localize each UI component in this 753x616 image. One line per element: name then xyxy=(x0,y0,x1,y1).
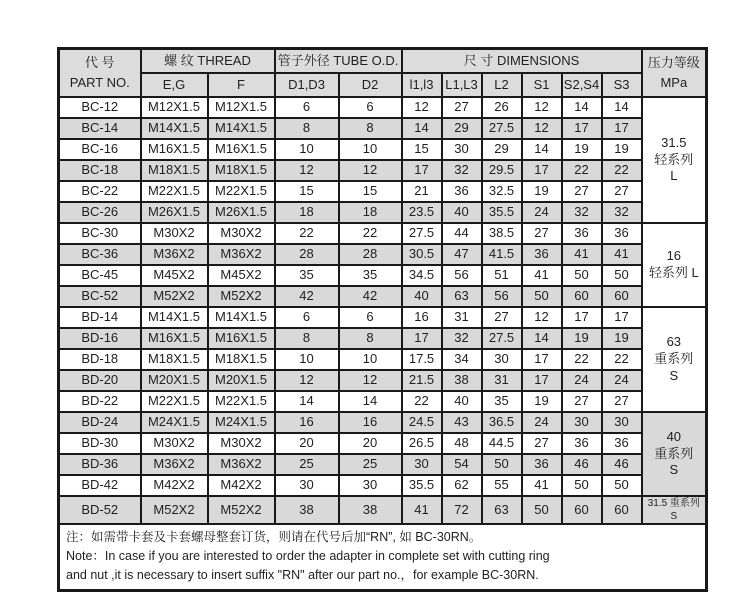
pressure-class-line: S xyxy=(669,462,679,478)
cell-l1l3-cap: 36 xyxy=(442,181,482,202)
cell-l2: 36.5 xyxy=(482,412,522,433)
cell-l2: 27 xyxy=(482,307,522,328)
cell-s3: 27 xyxy=(602,181,642,202)
cell-l1l3: 12 xyxy=(402,97,442,118)
cell-f: M18X1.5 xyxy=(208,160,275,181)
cell-eg: M36X2 xyxy=(141,244,208,265)
cell-d1d3: 10 xyxy=(275,139,339,160)
cell-d2: 42 xyxy=(339,286,402,307)
cell-s2s4: 24 xyxy=(562,370,602,391)
cell-l2: 41.5 xyxy=(482,244,522,265)
table-row xyxy=(59,412,707,433)
cell-d2: 8 xyxy=(339,328,402,349)
cell-s3: 24 xyxy=(602,370,642,391)
cell-l1l3-cap: 56 xyxy=(442,265,482,286)
cell-part-no: BC-12 xyxy=(59,97,141,118)
cell-l1l3: 26.5 xyxy=(402,433,442,454)
cell-f: M14X1.5 xyxy=(208,118,275,139)
cell-part-no: BD-18 xyxy=(59,349,141,370)
pressure-class-line: S xyxy=(669,367,679,383)
table-row xyxy=(59,223,707,244)
cell-eg: M12X1.5 xyxy=(141,97,208,118)
cell-d2: 28 xyxy=(339,244,402,265)
cell-eg: M42X2 xyxy=(141,475,208,496)
note-cell xyxy=(59,524,707,591)
cell-l2: 51 xyxy=(482,265,522,286)
note-line-en-2: and nut ,it is necessary to insert suffix "RN" after our part no.，for example BC-30RN. xyxy=(66,567,539,582)
cell-l2: 38.5 xyxy=(482,223,522,244)
table-row xyxy=(59,307,707,328)
cell-d1d3: 6 xyxy=(275,307,339,328)
cell-l1l3-cap: 72 xyxy=(442,496,482,524)
cell-l1l3: 30 xyxy=(402,454,442,475)
cell-s1: 14 xyxy=(522,139,562,160)
cell-s2s4: 19 xyxy=(562,328,602,349)
cell-s3: 17 xyxy=(602,118,642,139)
cell-d2: 15 xyxy=(339,181,402,202)
cell-part-no: BC-14 xyxy=(59,118,141,139)
cell-s1: 41 xyxy=(522,265,562,286)
cell-d2: 8 xyxy=(339,118,402,139)
table-row xyxy=(59,496,707,524)
table-row xyxy=(59,244,707,265)
cell-s3: 32 xyxy=(602,202,642,223)
col-header-d1d3: D1,D3 xyxy=(275,73,339,97)
cell-l1l3-cap: 54 xyxy=(442,454,482,475)
col-header-l2: L2 xyxy=(482,73,522,97)
table-row xyxy=(59,97,707,118)
cell-s2s4: 27 xyxy=(562,391,602,412)
table-row xyxy=(59,433,707,454)
cell-l1l3: 14 xyxy=(402,118,442,139)
pressure-class-line: 31.5 xyxy=(661,134,687,150)
cell-d1d3: 35 xyxy=(275,265,339,286)
cell-s2s4: 36 xyxy=(562,433,602,454)
cell-l1l3: 17 xyxy=(402,328,442,349)
cell-f: M22X1.5 xyxy=(208,391,275,412)
cell-part-no: BD-24 xyxy=(59,412,141,433)
cell-s3: 27 xyxy=(602,391,642,412)
cell-part-no: BD-14 xyxy=(59,307,141,328)
cell-d1d3: 25 xyxy=(275,454,339,475)
cell-s2s4: 17 xyxy=(562,307,602,328)
header-row-groups xyxy=(59,49,707,74)
cell-l1l3-cap: 30 xyxy=(442,139,482,160)
cell-eg: M22X1.5 xyxy=(141,181,208,202)
cell-f: M42X2 xyxy=(208,475,275,496)
note-row xyxy=(59,524,707,591)
cell-eg: M30X2 xyxy=(141,223,208,244)
cell-s1: 27 xyxy=(522,223,562,244)
pressure-class-cell xyxy=(642,496,707,524)
adapter-dimensions-table xyxy=(57,47,708,592)
cell-s1: 19 xyxy=(522,391,562,412)
cell-s3: 41 xyxy=(602,244,642,265)
cell-part-no: BC-30 xyxy=(59,223,141,244)
cell-l1l3-cap: 40 xyxy=(442,391,482,412)
cell-s1: 27 xyxy=(522,433,562,454)
cell-s3: 36 xyxy=(602,223,642,244)
cell-d2: 20 xyxy=(339,433,402,454)
cell-eg: M16X1.5 xyxy=(141,328,208,349)
cell-f: M36X2 xyxy=(208,244,275,265)
cell-d2: 10 xyxy=(339,349,402,370)
cell-s3: 50 xyxy=(602,475,642,496)
cell-s1: 41 xyxy=(522,475,562,496)
cell-d1d3: 8 xyxy=(275,328,339,349)
cell-s2s4: 50 xyxy=(562,475,602,496)
cell-part-no: BD-36 xyxy=(59,454,141,475)
cell-eg: M16X1.5 xyxy=(141,139,208,160)
cell-s3: 50 xyxy=(602,265,642,286)
cell-f: M16X1.5 xyxy=(208,328,275,349)
cell-s1: 12 xyxy=(522,307,562,328)
cell-d1d3: 30 xyxy=(275,475,339,496)
cell-l1l3: 17.5 xyxy=(402,349,442,370)
catalog-page xyxy=(57,47,708,592)
cell-eg: M14X1.5 xyxy=(141,307,208,328)
cell-s3: 60 xyxy=(602,496,642,524)
pressure-class-line: 16 xyxy=(666,248,682,264)
cell-d2: 14 xyxy=(339,391,402,412)
pressure-class-line: 40 xyxy=(666,428,682,444)
cell-f: M22X1.5 xyxy=(208,181,275,202)
cell-l2: 27.5 xyxy=(482,328,522,349)
cell-f: M45X2 xyxy=(208,265,275,286)
table-row xyxy=(59,370,707,391)
cell-l1l3-cap: 43 xyxy=(442,412,482,433)
cell-d1d3: 12 xyxy=(275,370,339,391)
cell-eg: M36X2 xyxy=(141,454,208,475)
pressure-class-line: 轻系列 L xyxy=(648,265,699,280)
pressure-class-line: L xyxy=(670,168,678,184)
cell-d1d3: 8 xyxy=(275,118,339,139)
cell-s1: 36 xyxy=(522,454,562,475)
cell-f: M14X1.5 xyxy=(208,307,275,328)
cell-d2: 38 xyxy=(339,496,402,524)
cell-l1l3: 35.5 xyxy=(402,475,442,496)
cell-eg: M30X2 xyxy=(141,433,208,454)
cell-s3: 22 xyxy=(602,349,642,370)
cell-eg: M24X1.5 xyxy=(141,412,208,433)
cell-l2: 63 xyxy=(482,496,522,524)
cell-d1d3: 28 xyxy=(275,244,339,265)
cell-d1d3: 14 xyxy=(275,391,339,412)
cell-l2: 56 xyxy=(482,286,522,307)
cell-s2s4: 32 xyxy=(562,202,602,223)
cell-s2s4: 14 xyxy=(562,97,602,118)
cell-l1l3-cap: 27 xyxy=(442,97,482,118)
cell-d1d3: 12 xyxy=(275,160,339,181)
cell-l1l3-cap: 47 xyxy=(442,244,482,265)
cell-d2: 18 xyxy=(339,202,402,223)
cell-l1l3: 23.5 xyxy=(402,202,442,223)
cell-eg: M20X1.5 xyxy=(141,370,208,391)
cell-part-no: BC-52 xyxy=(59,286,141,307)
cell-s3: 17 xyxy=(602,307,642,328)
pressure-label-cn: 压力等级 xyxy=(647,54,700,70)
cell-eg: M14X1.5 xyxy=(141,118,208,139)
cell-l1l3-cap: 63 xyxy=(442,286,482,307)
cell-l1l3: 21.5 xyxy=(402,370,442,391)
col-header-d2: D2 xyxy=(339,73,402,97)
note-line-cn: 注：如需带卡套及卡套螺母整套订货，则请在代号后加“RN”, 如 BC-30RN。 xyxy=(66,530,482,544)
table-row xyxy=(59,181,707,202)
cell-part-no: BD-20 xyxy=(59,370,141,391)
cell-f: M30X2 xyxy=(208,223,275,244)
cell-d2: 12 xyxy=(339,160,402,181)
cell-l2: 55 xyxy=(482,475,522,496)
pressure-class-line: 重系列 xyxy=(654,351,694,367)
cell-l2: 50 xyxy=(482,454,522,475)
cell-d1d3: 42 xyxy=(275,286,339,307)
cell-l2: 26 xyxy=(482,97,522,118)
cell-d1d3: 20 xyxy=(275,433,339,454)
cell-l1l3: 24.5 xyxy=(402,412,442,433)
cell-s2s4: 19 xyxy=(562,139,602,160)
cell-s2s4: 36 xyxy=(562,223,602,244)
col-group-dimensions: 尺 寸 DIMENSIONS xyxy=(402,49,642,74)
cell-eg: M45X2 xyxy=(141,265,208,286)
col-header-pressure-class xyxy=(642,49,707,98)
cell-l1l3: 15 xyxy=(402,139,442,160)
table-row xyxy=(59,286,707,307)
cell-s1: 12 xyxy=(522,118,562,139)
cell-eg: M18X1.5 xyxy=(141,160,208,181)
cell-l1l3-cap: 31 xyxy=(442,307,482,328)
cell-f: M52X2 xyxy=(208,286,275,307)
cell-d1d3: 16 xyxy=(275,412,339,433)
cell-f: M26X1.5 xyxy=(208,202,275,223)
cell-l1l3: 30.5 xyxy=(402,244,442,265)
cell-d1d3: 10 xyxy=(275,349,339,370)
cell-d1d3: 38 xyxy=(275,496,339,524)
cell-part-no: BD-22 xyxy=(59,391,141,412)
cell-l1l3-cap: 38 xyxy=(442,370,482,391)
cell-d2: 12 xyxy=(339,370,402,391)
pressure-class-line: 63 xyxy=(666,334,682,350)
col-header-s1: S1 xyxy=(522,73,562,97)
cell-f: M52X2 xyxy=(208,496,275,524)
col-header-s3: S3 xyxy=(602,73,642,97)
cell-d1d3: 18 xyxy=(275,202,339,223)
cell-s1: 50 xyxy=(522,286,562,307)
pressure-class-cell xyxy=(642,412,707,496)
cell-l2: 44.5 xyxy=(482,433,522,454)
col-header-l1l3-cap: L1,L3 xyxy=(442,73,482,97)
cell-part-no: BD-52 xyxy=(59,496,141,524)
table-body xyxy=(59,97,707,524)
cell-eg: M18X1.5 xyxy=(141,349,208,370)
cell-part-no: BC-36 xyxy=(59,244,141,265)
cell-l1l3: 21 xyxy=(402,181,442,202)
part-no-label-en: PART NO. xyxy=(69,75,130,90)
cell-s2s4: 46 xyxy=(562,454,602,475)
cell-part-no: BD-42 xyxy=(59,475,141,496)
cell-eg: M22X1.5 xyxy=(141,391,208,412)
cell-s3: 46 xyxy=(602,454,642,475)
cell-part-no: BC-18 xyxy=(59,160,141,181)
cell-d1d3: 22 xyxy=(275,223,339,244)
table-row xyxy=(59,118,707,139)
table-row xyxy=(59,454,707,475)
cell-s3: 14 xyxy=(602,97,642,118)
cell-f: M30X2 xyxy=(208,433,275,454)
cell-d2: 6 xyxy=(339,97,402,118)
header-row-subcolumns xyxy=(59,73,707,97)
cell-s1: 17 xyxy=(522,349,562,370)
table-row xyxy=(59,160,707,181)
cell-s3: 22 xyxy=(602,160,642,181)
cell-l2: 27.5 xyxy=(482,118,522,139)
cell-s1: 14 xyxy=(522,328,562,349)
cell-s2s4: 22 xyxy=(562,160,602,181)
cell-s3: 19 xyxy=(602,139,642,160)
col-header-part-no xyxy=(59,49,141,98)
table-row xyxy=(59,202,707,223)
table-row xyxy=(59,328,707,349)
cell-l1l3: 27.5 xyxy=(402,223,442,244)
cell-l1l3: 22 xyxy=(402,391,442,412)
cell-f: M36X2 xyxy=(208,454,275,475)
cell-l1l3-cap: 32 xyxy=(442,160,482,181)
cell-part-no: BC-26 xyxy=(59,202,141,223)
cell-part-no: BD-16 xyxy=(59,328,141,349)
cell-f: M24X1.5 xyxy=(208,412,275,433)
col-header-l1l3-small: l1,l3 xyxy=(402,73,442,97)
cell-s2s4: 50 xyxy=(562,265,602,286)
cell-part-no: BC-22 xyxy=(59,181,141,202)
cell-d2: 10 xyxy=(339,139,402,160)
cell-s1: 50 xyxy=(522,496,562,524)
cell-d2: 35 xyxy=(339,265,402,286)
cell-s2s4: 60 xyxy=(562,496,602,524)
cell-l2: 30 xyxy=(482,349,522,370)
cell-l1l3: 17 xyxy=(402,160,442,181)
pressure-class-cell xyxy=(642,223,707,307)
cell-l2: 31 xyxy=(482,370,522,391)
cell-l1l3: 40 xyxy=(402,286,442,307)
cell-s3: 19 xyxy=(602,328,642,349)
cell-d2: 30 xyxy=(339,475,402,496)
cell-l1l3-cap: 29 xyxy=(442,118,482,139)
pressure-class-cell xyxy=(642,307,707,412)
cell-s1: 17 xyxy=(522,370,562,391)
cell-s2s4: 41 xyxy=(562,244,602,265)
cell-l2: 35.5 xyxy=(482,202,522,223)
cell-l2: 29.5 xyxy=(482,160,522,181)
note-line-en-1: Note：In case if you are interested to order the adapter in complete set with cutting ring xyxy=(66,548,550,563)
cell-s2s4: 27 xyxy=(562,181,602,202)
cell-s1: 24 xyxy=(522,202,562,223)
col-header-eg: E,G xyxy=(141,73,208,97)
col-header-f: F xyxy=(208,73,275,97)
cell-s1: 24 xyxy=(522,412,562,433)
table-row xyxy=(59,349,707,370)
pressure-class-line: 轻系列 xyxy=(654,151,694,167)
cell-eg: M26X1.5 xyxy=(141,202,208,223)
cell-l1l3-cap: 62 xyxy=(442,475,482,496)
cell-s2s4: 17 xyxy=(562,118,602,139)
cell-s1: 36 xyxy=(522,244,562,265)
pressure-class-line: 31.5 重系列 S xyxy=(647,498,700,522)
cell-l1l3: 34.5 xyxy=(402,265,442,286)
cell-d2: 6 xyxy=(339,307,402,328)
table-row xyxy=(59,265,707,286)
cell-s1: 17 xyxy=(522,160,562,181)
cell-l2: 29 xyxy=(482,139,522,160)
cell-l1l3-cap: 34 xyxy=(442,349,482,370)
cell-l1l3: 16 xyxy=(402,307,442,328)
cell-f: M18X1.5 xyxy=(208,349,275,370)
cell-l2: 35 xyxy=(482,391,522,412)
cell-part-no: BC-45 xyxy=(59,265,141,286)
table-row xyxy=(59,139,707,160)
cell-f: M20X1.5 xyxy=(208,370,275,391)
cell-d2: 25 xyxy=(339,454,402,475)
cell-d2: 22 xyxy=(339,223,402,244)
col-group-tube-od: 管子外径 TUBE O.D. xyxy=(275,49,402,74)
col-header-s2s4: S2,S4 xyxy=(562,73,602,97)
cell-eg: M52X2 xyxy=(141,286,208,307)
cell-d2: 16 xyxy=(339,412,402,433)
cell-eg: M52X2 xyxy=(141,496,208,524)
cell-l1l3-cap: 32 xyxy=(442,328,482,349)
cell-l1l3-cap: 40 xyxy=(442,202,482,223)
pressure-class-line: 重系列 xyxy=(654,445,694,461)
cell-s1: 12 xyxy=(522,97,562,118)
cell-l1l3-cap: 44 xyxy=(442,223,482,244)
cell-f: M12X1.5 xyxy=(208,97,275,118)
cell-l2: 32.5 xyxy=(482,181,522,202)
cell-s1: 19 xyxy=(522,181,562,202)
cell-d1d3: 6 xyxy=(275,97,339,118)
cell-s3: 60 xyxy=(602,286,642,307)
cell-s2s4: 30 xyxy=(562,412,602,433)
cell-s3: 36 xyxy=(602,433,642,454)
cell-s2s4: 60 xyxy=(562,286,602,307)
cell-s2s4: 22 xyxy=(562,349,602,370)
pressure-class-cell xyxy=(642,97,707,223)
cell-s3: 30 xyxy=(602,412,642,433)
col-group-thread: 螺 纹 THREAD xyxy=(141,49,275,74)
cell-d1d3: 15 xyxy=(275,181,339,202)
cell-part-no: BC-16 xyxy=(59,139,141,160)
pressure-unit-label: MPa xyxy=(660,75,688,90)
table-row xyxy=(59,391,707,412)
table-row xyxy=(59,475,707,496)
cell-part-no: BD-30 xyxy=(59,433,141,454)
cell-f: M16X1.5 xyxy=(208,139,275,160)
cell-l1l3-cap: 48 xyxy=(442,433,482,454)
part-no-label-cn: 代 号 xyxy=(84,54,115,70)
cell-l1l3: 41 xyxy=(402,496,442,524)
